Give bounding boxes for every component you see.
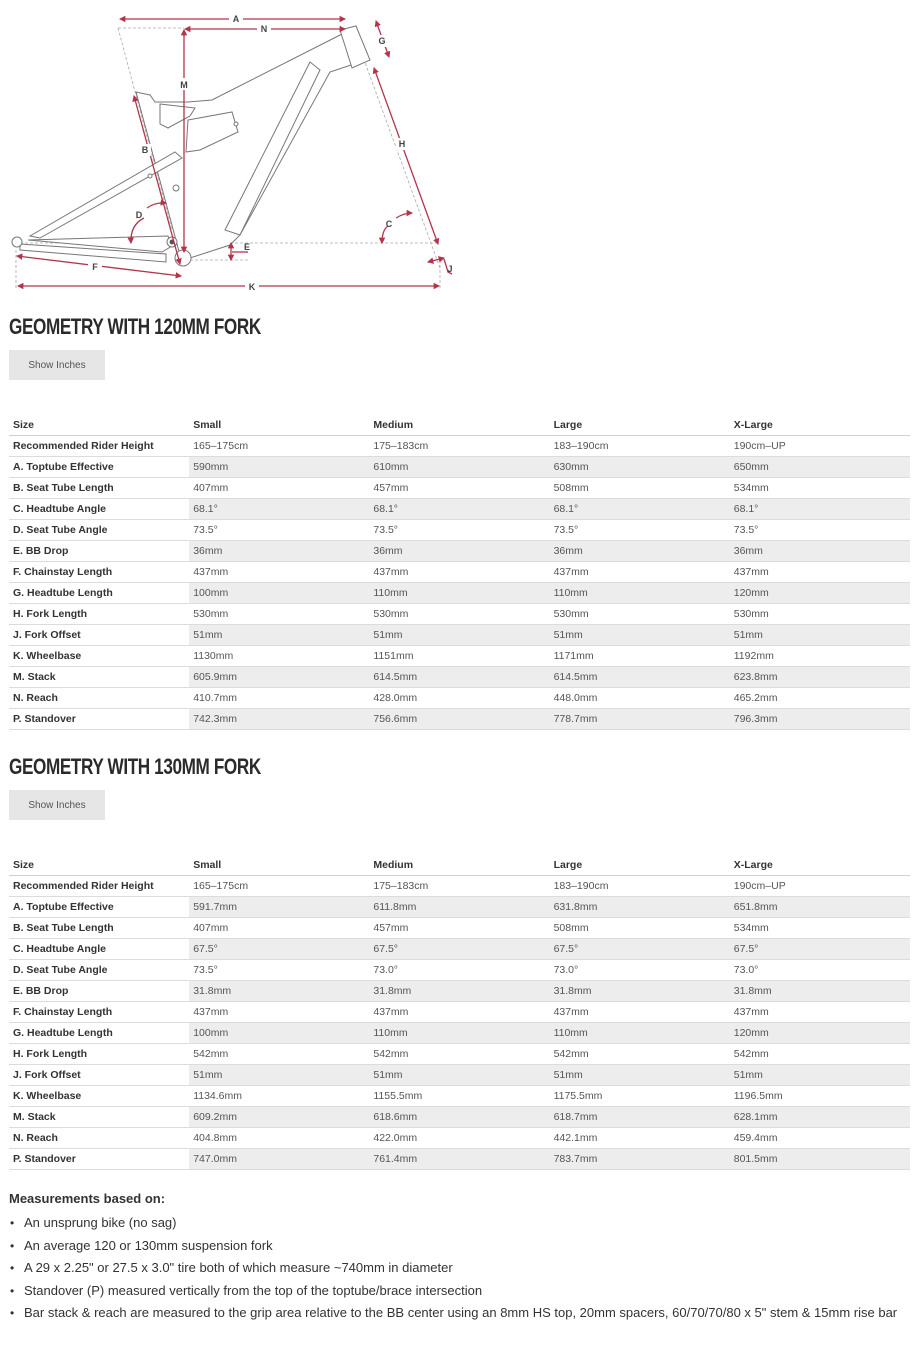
note-item: • An average 120 or 130mm suspension fork [24,1235,909,1258]
row-value: 437mm [550,562,730,583]
row-value: 442.1mm [550,1128,730,1149]
note-item: • An unsprung bike (no sag) [24,1212,909,1235]
row-value: 1130mm [189,646,369,667]
row-label: F. Chainstay Length [9,562,189,583]
row-value: 51mm [369,1065,549,1086]
row-label: K. Wheelbase [9,1086,189,1107]
row-label: Recommended Rider Height [9,876,189,897]
row-label: G. Headtube Length [9,1023,189,1044]
column-header-size: Size [9,415,189,436]
row-value: 73.5° [189,960,369,981]
row-value: 437mm [369,1002,549,1023]
row-label: M. Stack [9,1107,189,1128]
section-title-130mm: GEOMETRY WITH 130MM FORK [9,754,261,779]
table-row [9,436,910,457]
row-value: 631.8mm [550,897,730,918]
table-row [9,1044,910,1065]
table-row [9,1065,910,1086]
row-value: 605.9mm [189,667,369,688]
row-value: 422.0mm [369,1128,549,1149]
table-row [9,876,910,897]
row-value: 407mm [189,478,369,499]
column-header: Medium [369,855,549,876]
row-value: 628.1mm [730,1107,910,1128]
row-value: 51mm [189,1065,369,1086]
row-value: 68.1° [189,499,369,520]
column-header: Small [189,415,369,436]
row-value: 110mm [369,1023,549,1044]
row-label: M. Stack [9,667,189,688]
row-value: 651.8mm [730,897,910,918]
notes-list [9,1212,909,1325]
table-header-row [9,855,910,876]
table-header-row [9,415,910,436]
row-value: 756.6mm [369,709,549,730]
table-row [9,1086,910,1107]
row-value: 742.3mm [189,709,369,730]
row-value: 508mm [550,918,730,939]
row-value: 1196.5mm [730,1086,910,1107]
row-value: 165–175cm [189,876,369,897]
row-value: 534mm [730,478,910,499]
label-b: B [141,145,149,155]
row-label: A. Toptube Effective [9,457,189,478]
row-label: A. Toptube Effective [9,897,189,918]
table-row [9,918,910,939]
row-value: 175–183cm [369,436,549,457]
column-header: X-Large [730,415,910,436]
row-value: 51mm [189,625,369,646]
row-label: B. Seat Tube Length [9,478,189,499]
row-label: D. Seat Tube Angle [9,960,189,981]
row-value: 530mm [550,604,730,625]
row-value: 67.5° [189,939,369,960]
row-value: 190cm–UP [730,876,910,897]
table-row [9,1002,910,1023]
row-value: 100mm [189,1023,369,1044]
row-value: 796.3mm [730,709,910,730]
row-label: C. Headtube Angle [9,939,189,960]
table-row [9,667,910,688]
row-value: 1134.6mm [189,1086,369,1107]
column-header: Small [189,855,369,876]
table-row [9,625,910,646]
row-value: 614.5mm [369,667,549,688]
row-value: 51mm [730,1065,910,1086]
row-value: 51mm [730,625,910,646]
bike-frame [12,26,370,266]
row-value: 650mm [730,457,910,478]
row-label: N. Reach [9,688,189,709]
row-value: 437mm [730,562,910,583]
row-value: 618.6mm [369,1107,549,1128]
row-value: 1192mm [730,646,910,667]
row-value: 110mm [550,1023,730,1044]
geometry-table-120mm [9,415,910,730]
row-value: 73.0° [550,960,730,981]
geometry-table-130mm [9,855,910,1170]
row-value: 31.8mm [550,981,730,1002]
row-value: 623.8mm [730,667,910,688]
row-value: 590mm [189,457,369,478]
row-value: 36mm [189,541,369,562]
row-value: 404.8mm [189,1128,369,1149]
row-value: 457mm [369,918,549,939]
row-label: F. Chainstay Length [9,1002,189,1023]
row-label: E. BB Drop [9,541,189,562]
row-value: 611.8mm [369,897,549,918]
table-row [9,960,910,981]
row-value: 591.7mm [189,897,369,918]
geometry-diagram [0,0,470,300]
show-inches-button-130mm[interactable]: Show Inches [9,790,105,820]
row-value: 542mm [550,1044,730,1065]
row-value: 542mm [189,1044,369,1065]
row-value: 31.8mm [369,981,549,1002]
row-value: 783.7mm [550,1149,730,1170]
row-value: 1155.5mm [369,1086,549,1107]
row-value: 609.2mm [189,1107,369,1128]
row-value: 68.1° [369,499,549,520]
column-header: Medium [369,415,549,436]
section-title-120mm: GEOMETRY WITH 120MM FORK [9,314,261,339]
column-header: X-Large [730,855,910,876]
row-value: 801.5mm [730,1149,910,1170]
row-value: 51mm [369,625,549,646]
row-value: 51mm [550,625,730,646]
row-value: 407mm [189,918,369,939]
table-row [9,520,910,541]
row-value: 165–175cm [189,436,369,457]
row-value: 542mm [730,1044,910,1065]
row-label: H. Fork Length [9,1044,189,1065]
row-label: B. Seat Tube Length [9,918,189,939]
row-label: D. Seat Tube Angle [9,520,189,541]
row-value: 410.7mm [189,688,369,709]
row-value: 508mm [550,478,730,499]
row-value: 73.5° [369,520,549,541]
row-value: 100mm [189,583,369,604]
row-value: 618.7mm [550,1107,730,1128]
row-value: 778.7mm [550,709,730,730]
table-row [9,457,910,478]
table-row [9,604,910,625]
table-row [9,562,910,583]
label-h: H [398,139,406,149]
measurement-notes [9,1189,909,1325]
row-value: 67.5° [730,939,910,960]
table-row [9,499,910,520]
table-row [9,1107,910,1128]
row-value: 465.2mm [730,688,910,709]
row-value: 747.0mm [189,1149,369,1170]
table-row [9,646,910,667]
row-value: 614.5mm [550,667,730,688]
row-value: 120mm [730,1023,910,1044]
row-label: E. BB Drop [9,981,189,1002]
row-label: J. Fork Offset [9,1065,189,1086]
row-value: 73.5° [550,520,730,541]
note-item: • Bar stack & reach are measured to the grip area relative to the BB center using an 8mm HS top, 20mm spacers, 60/70/70/80 x 5" stem & 15mm rise bar [24,1302,909,1325]
notes-heading: Measurements based on: [9,1191,166,1206]
row-label: P. Standover [9,709,189,730]
row-value: 1175.5mm [550,1086,730,1107]
row-value: 530mm [369,604,549,625]
row-label: N. Reach [9,1128,189,1149]
row-value: 630mm [550,457,730,478]
row-label: H. Fork Length [9,604,189,625]
row-value: 1171mm [550,646,730,667]
row-value: 67.5° [369,939,549,960]
row-label: G. Headtube Length [9,583,189,604]
label-m: M [180,80,188,90]
label-d: D [135,210,143,220]
label-g: G [378,36,386,46]
row-value: 36mm [369,541,549,562]
label-n: N [260,24,268,34]
column-header: Large [550,415,730,436]
row-value: 457mm [369,478,549,499]
row-value: 437mm [189,1002,369,1023]
note-item: • A 29 x 2.25" or 27.5 x 3.0" tire both of which measure ~740mm in diameter [24,1257,909,1280]
table-row [9,1128,910,1149]
table-row [9,478,910,499]
row-value: 542mm [369,1044,549,1065]
row-value: 120mm [730,583,910,604]
row-value: 68.1° [550,499,730,520]
row-value: 36mm [550,541,730,562]
row-value: 534mm [730,918,910,939]
row-value: 73.0° [730,960,910,981]
table-row [9,981,910,1002]
row-value: 31.8mm [730,981,910,1002]
label-c: C [385,219,393,229]
row-value: 437mm [189,562,369,583]
row-value: 530mm [189,604,369,625]
row-label: J. Fork Offset [9,625,189,646]
row-value: 110mm [550,583,730,604]
label-f: F [92,262,98,272]
show-inches-button-120mm[interactable]: Show Inches [9,350,105,380]
row-value: 183–190cm [550,876,730,897]
label-e: E [243,242,251,252]
label-j: J [447,264,453,274]
row-label: P. Standover [9,1149,189,1170]
row-value: 448.0mm [550,688,730,709]
row-value: 73.5° [189,520,369,541]
row-value: 428.0mm [369,688,549,709]
table-row [9,939,910,960]
row-value: 1151mm [369,646,549,667]
row-value: 459.4mm [730,1128,910,1149]
table-row [9,897,910,918]
row-value: 761.4mm [369,1149,549,1170]
row-value: 190cm–UP [730,436,910,457]
table-row [9,1149,910,1170]
row-value: 530mm [730,604,910,625]
row-value: 110mm [369,583,549,604]
label-k: K [248,282,256,292]
row-value: 175–183cm [369,876,549,897]
column-header-size: Size [9,855,189,876]
row-value: 437mm [369,562,549,583]
row-value: 67.5° [550,939,730,960]
row-value: 610mm [369,457,549,478]
row-value: 51mm [550,1065,730,1086]
row-value: 31.8mm [189,981,369,1002]
row-label: K. Wheelbase [9,646,189,667]
note-item: • Standover (P) measured vertically from the top of the toptube/brace intersection [24,1280,909,1303]
column-header: Large [550,855,730,876]
row-value: 437mm [730,1002,910,1023]
row-label: C. Headtube Angle [9,499,189,520]
row-value: 437mm [550,1002,730,1023]
row-value: 36mm [730,541,910,562]
row-value: 73.0° [369,960,549,981]
table-row [9,709,910,730]
row-value: 183–190cm [550,436,730,457]
row-label: Recommended Rider Height [9,436,189,457]
row-value: 68.1° [730,499,910,520]
table-row [9,583,910,604]
table-row [9,688,910,709]
label-a: A [232,14,240,24]
table-row [9,541,910,562]
table-row [9,1023,910,1044]
row-value: 73.5° [730,520,910,541]
